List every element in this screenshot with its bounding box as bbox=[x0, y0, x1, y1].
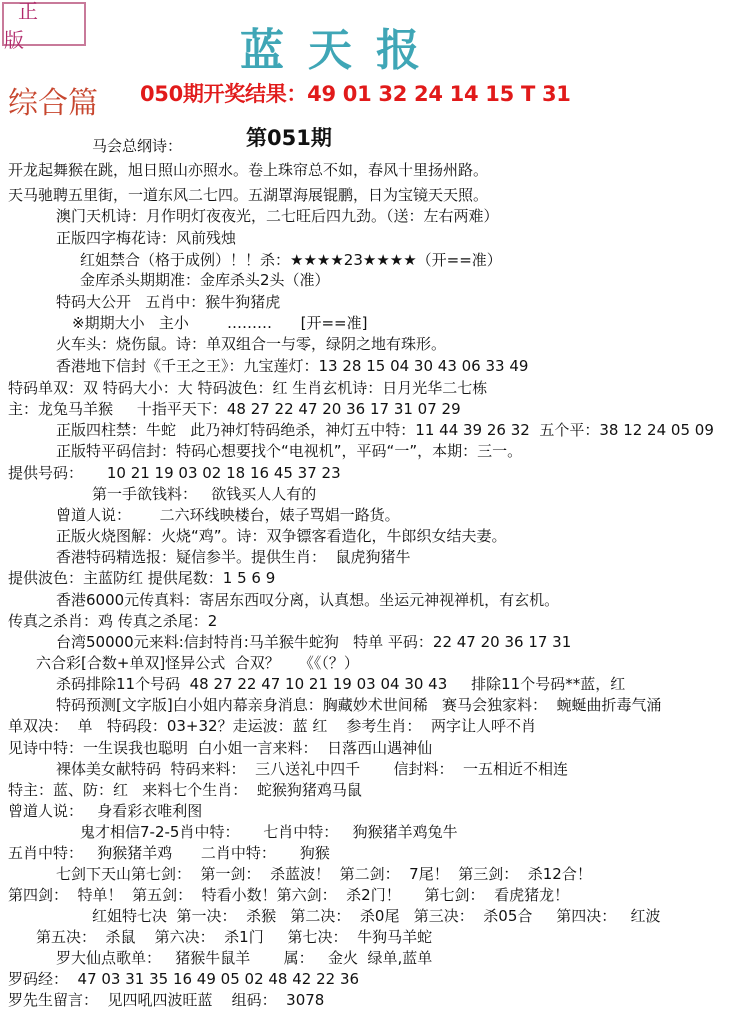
line-text: 见诗中特：一生误我也聪明 白小姐一言来料： 日落西山遇神仙 bbox=[8, 739, 433, 757]
content-line bbox=[56, 441, 522, 463]
content-line bbox=[56, 759, 568, 781]
line-text: 金库杀头期期准：金库杀头2头（准） bbox=[80, 271, 330, 289]
content-line bbox=[56, 864, 592, 886]
content-line bbox=[56, 948, 432, 970]
line-text: 开龙起舞猴在跳，旭日照山亦照水。卷上珠帘总不如，春风十里扬州路。 bbox=[8, 161, 489, 179]
content-line bbox=[8, 990, 324, 1012]
section-title: 综合篇 bbox=[8, 86, 98, 121]
line-text: 鬼才相信7-2-5肖中特： 七肖中特： 狗猴猪羊鸡兔牛 bbox=[80, 823, 458, 841]
line-text: 台湾50000元来料:信封特肖:马羊猴牛蛇狗 特单 平码：22 47 20 36 17 31 bbox=[56, 633, 572, 651]
line-text: 正版四柱禁：牛蛇 此乃神灯特码绝杀，神灯五中特：11 44 39 26 32 五个平：38 12 24 05 09 bbox=[56, 421, 714, 439]
content-line bbox=[56, 356, 528, 378]
line-text: 罗码经： 47 03 31 35 16 49 05 02 48 42 22 36 bbox=[8, 970, 360, 988]
line-text: 正版四字梅花诗：风前残烛 bbox=[56, 229, 237, 247]
issue-number bbox=[246, 128, 332, 150]
content-line bbox=[80, 822, 458, 844]
line-text: ※期期大小 主小 ……… [开==准] bbox=[72, 314, 368, 332]
line-text: 第五决： 杀鼠 第六决： 杀1门 第七决： 牛狗马羊蛇 bbox=[36, 928, 433, 946]
content-line bbox=[8, 885, 569, 907]
content-line bbox=[56, 228, 236, 250]
line-text: 特码大公开 五肖中：猴牛狗猪虎 bbox=[56, 293, 281, 311]
content-line bbox=[36, 927, 432, 949]
line-text: 罗大仙点歌单： 猪猴牛鼠羊 属： 金火 绿单,蓝单 bbox=[56, 949, 433, 967]
content-line bbox=[8, 843, 330, 865]
content-line bbox=[80, 270, 330, 292]
content-line bbox=[92, 136, 182, 158]
line-text: 第四剑： 特单！ 第五剑： 特看小数！第六剑： 杀2门！ 第七剑： 看虎猪龙！ bbox=[8, 886, 570, 904]
content-line bbox=[8, 969, 359, 991]
line-text: 罗先生留言： 见四吼四波旺蓝 组码： 3078 bbox=[8, 991, 325, 1009]
line-text: 第一手欲钱料： 欲钱买人人有的 bbox=[92, 485, 317, 503]
line-text: 曾道人说： 二六环线映楼台，婊子骂娼一路货。 bbox=[56, 506, 400, 524]
line-text: 主：龙兔马羊猴 十指平天下：48 27 22 47 20 36 17 31 07 29 bbox=[8, 400, 461, 418]
content-line bbox=[56, 632, 571, 654]
content-line bbox=[56, 420, 714, 442]
line-text: 火车头：烧伤鼠。诗：单双组合一与零，绿阴之地有珠形。 bbox=[56, 335, 447, 353]
line-text: 裸体美女献特码 特码来料： 三八送礼中四千 信封料： 一五相近不相连 bbox=[56, 760, 568, 778]
content-line bbox=[56, 505, 400, 527]
line-text: 天马驰聘五里街，一道东风二七四。五湖罩海展锟鹏，日为宝镜天天照。 bbox=[8, 186, 489, 204]
line-text: 马会总纲诗： bbox=[92, 137, 183, 155]
line-text: 特主：蓝、防：红 来料七个生肖： 蛇猴狗猪鸡马鼠 bbox=[8, 781, 362, 799]
line-text: 五肖中特： 狗猴猪羊鸡 二肖中特： 狗猴 bbox=[8, 844, 330, 862]
content-line bbox=[8, 399, 461, 421]
content-line bbox=[8, 716, 536, 738]
content-line bbox=[8, 611, 217, 633]
line-text: 传真之杀肖：鸡 传真之杀尾：2 bbox=[8, 612, 218, 630]
content-line bbox=[92, 906, 661, 928]
content-line bbox=[92, 484, 316, 506]
line-text: 七剑下天山第七剑： 第一剑： 杀蓝波！ 第二剑： 7尾！ 第三剑： 杀12合！ bbox=[56, 865, 592, 883]
content-line bbox=[8, 780, 362, 802]
content-line bbox=[8, 801, 202, 823]
content-line bbox=[56, 590, 559, 612]
line-text: 提供波色：主蓝防红 提供尾数：1 5 6 9 bbox=[8, 569, 276, 587]
content-line bbox=[8, 463, 341, 485]
line-text: 正版火烧图解：火烧“鸡”。诗：双争镖客看造化，牛郎织女结夫妻。 bbox=[56, 527, 507, 545]
content-line bbox=[56, 292, 280, 314]
line-text: 特码单双：双 特码大小：大 特码波色：红 生肖玄机诗：日月光华二七栋 bbox=[8, 379, 488, 397]
line-text: 第051期 bbox=[246, 126, 332, 150]
content-line bbox=[8, 738, 432, 760]
content-line bbox=[56, 695, 662, 717]
content-line bbox=[8, 160, 488, 182]
content-line bbox=[8, 378, 487, 400]
line-text: 特码预测[文字版]白小姐内幕亲身消息：胸藏妙术世间稀 赛马会独家料： 蜿蜒曲折毒气涌 bbox=[56, 696, 662, 714]
content-line bbox=[56, 206, 499, 228]
line-text: 正版特平码信封：特码心想要找个“电视机”，平码“一”，本期：三一。 bbox=[56, 442, 523, 460]
content-line bbox=[56, 674, 625, 696]
authentic-badge: 正版 bbox=[2, 2, 86, 46]
line-text: 香港特码精选报：疑信参半。提供生肖： 鼠虎狗猪牛 bbox=[56, 548, 411, 566]
content-line bbox=[8, 568, 275, 590]
line-text: 红姐特七决 第一决： 杀猴 第二决： 杀0尾 第三决： 杀05合 第四决： 红波 bbox=[92, 907, 661, 925]
line-text: 提供号码： 10 21 19 03 02 18 16 45 37 23 bbox=[8, 464, 341, 482]
content-line bbox=[56, 526, 507, 548]
line-text: 曾道人说： 身看彩衣唯利图 bbox=[8, 802, 203, 820]
line-text: 杀码排除11个号码 48 27 22 47 10 21 19 03 04 30 43 排除11个号码**蓝，红 bbox=[56, 675, 626, 693]
content-line bbox=[8, 185, 488, 207]
line-text: 香港6000元传真料：寄居东西叹分离，认真想。坐运元神视禅机，有玄机。 bbox=[56, 591, 560, 609]
content-line bbox=[56, 547, 411, 569]
draw-result: 050期开奖结果：49 01 32 24 14 15 T 31 bbox=[140, 82, 571, 106]
masthead-title: 蓝天报 bbox=[240, 25, 444, 76]
line-text: 六合彩[合数+单双]怪异公式 合双？ 《《（？） bbox=[36, 654, 359, 672]
line-text: 单双决： 单 特码段：03+32？走运波：蓝 红 参考生肖： 两字让人呼不肖 bbox=[8, 717, 536, 735]
content-line bbox=[36, 653, 359, 675]
line-text: 红姐禁合（格于成例）！！杀：★★★★23★★★★（开==准） bbox=[80, 251, 502, 269]
line-text: 香港地下信封《千王之王》：九宝莲灯：13 28 15 04 30 43 06 33 49 bbox=[56, 357, 529, 375]
line-text: 澳门天机诗：月作明灯夜夜光，二七旺后四九劲。（送：左右两难） bbox=[56, 207, 499, 225]
content-line bbox=[56, 334, 446, 356]
content-line bbox=[80, 250, 502, 272]
content-line bbox=[72, 313, 367, 335]
